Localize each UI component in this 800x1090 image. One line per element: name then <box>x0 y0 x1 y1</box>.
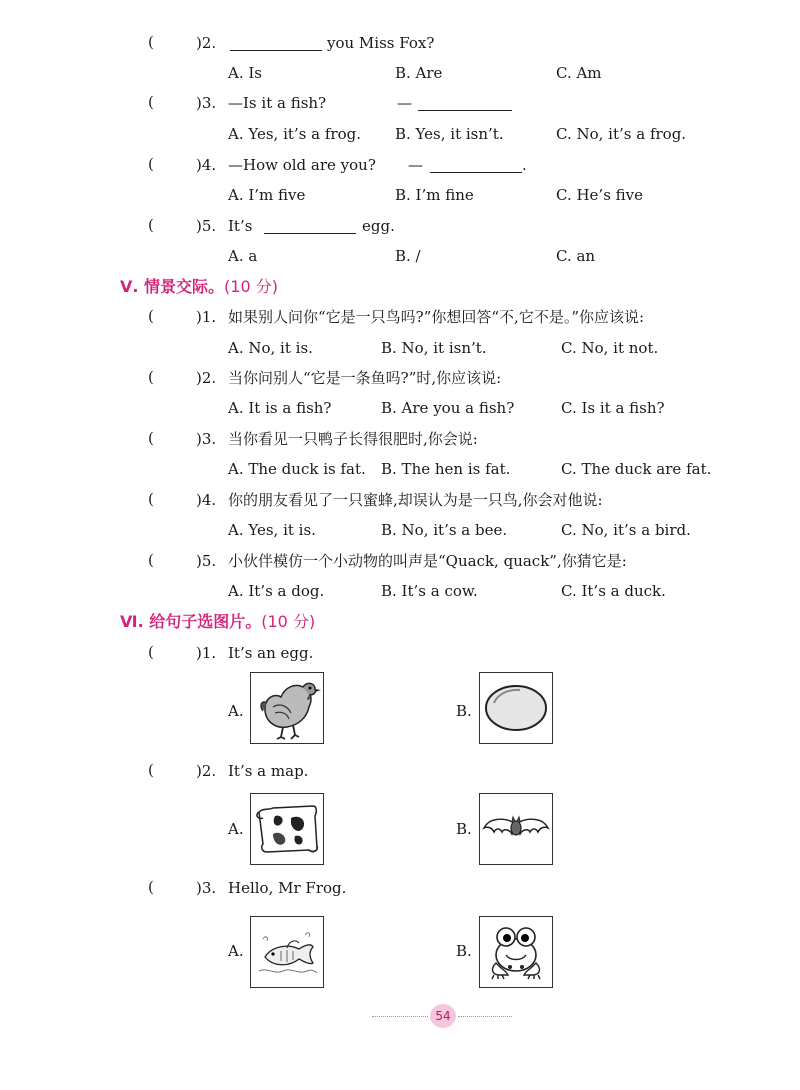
bat-icon <box>480 794 552 864</box>
section-score: (10 分) <box>261 612 316 631</box>
option-b: B. Are <box>395 64 443 82</box>
map-icon <box>251 794 323 864</box>
option-b-picture[interactable] <box>479 793 553 865</box>
answer-paren[interactable]: ( <box>148 643 154 661</box>
question-text: It’s <box>228 217 253 235</box>
answer-paren[interactable]: ( <box>148 307 154 325</box>
answer-paren[interactable]: ( <box>148 551 154 569</box>
option-a: A. Yes, it’s a frog. <box>228 125 361 143</box>
option-a: A. I’m five <box>228 186 306 204</box>
question-number: )4. <box>196 491 217 509</box>
question-number: )1. <box>196 308 217 326</box>
option-c: C. The duck are fat. <box>561 460 712 478</box>
section-score: (10 分) <box>224 277 278 296</box>
answer-blank[interactable] <box>430 158 522 173</box>
section-title-vi <box>120 611 315 633</box>
question-text-after: egg. <box>362 217 395 235</box>
option-b: B. / <box>395 247 421 265</box>
option-b: B. Are you a fish? <box>381 399 515 417</box>
question-number: )3. <box>196 94 217 112</box>
answer-paren[interactable]: ( <box>148 155 154 173</box>
question-number: )3. <box>196 430 217 448</box>
option-a-picture[interactable] <box>250 793 324 865</box>
option-c: C. Am <box>556 64 602 82</box>
option-c: C. It’s a duck. <box>561 582 666 600</box>
option-b-label: B. <box>456 702 472 720</box>
option-a: A. No, it is. <box>228 339 313 357</box>
answer-paren[interactable]: ( <box>148 93 154 111</box>
answer-paren[interactable]: ( <box>148 761 154 779</box>
option-b: B. No, it isn’t. <box>381 339 487 357</box>
question-number: )3. <box>196 879 217 897</box>
question-number: )2. <box>196 34 217 52</box>
question-text: It’s an egg. <box>228 644 314 662</box>
question-text: —How old are you? <box>228 156 376 174</box>
option-a: A. It’s a dog. <box>228 582 325 600</box>
question-text: —Is it a fish? <box>228 94 327 112</box>
option-b: B. Yes, it isn’t. <box>395 125 504 143</box>
answer-paren[interactable]: ( <box>148 490 154 508</box>
option-b: B. The hen is fat. <box>381 460 511 478</box>
answer-blank[interactable] <box>230 36 322 51</box>
option-c: C. No, it’s a frog. <box>556 125 687 143</box>
answer-paren[interactable]: ( <box>148 33 154 51</box>
option-a-label: A. <box>228 942 244 960</box>
section-title-v <box>120 276 278 298</box>
option-a-picture[interactable] <box>250 916 324 988</box>
footer-divider-right <box>458 1016 512 1017</box>
question-number: )5. <box>196 552 217 570</box>
option-c: C. an <box>556 247 596 265</box>
end-period: . <box>522 156 527 174</box>
reply-dash: — <box>397 94 412 112</box>
option-a: A. The duck is fat. <box>228 460 366 478</box>
hen-icon <box>251 673 323 743</box>
question-number: )4. <box>196 156 217 174</box>
option-c: C. No, it not. <box>561 339 659 357</box>
option-a: A. a <box>228 247 258 265</box>
option-b-picture[interactable] <box>479 916 553 988</box>
answer-paren[interactable]: ( <box>148 368 154 386</box>
question-text: 如果别人问你“它是一只鸟吗?”你想回答“不,它不是。”你应该说: <box>228 308 645 326</box>
option-b: B. No, it’s a bee. <box>381 521 508 539</box>
option-c: C. He’s five <box>556 186 644 204</box>
option-a: A. It is a fish? <box>228 399 332 417</box>
footer-divider-left <box>372 1016 428 1017</box>
option-b: B. I’m fine <box>395 186 474 204</box>
question-text: 小伙伴模仿一个小动物的叫声是“Quack, quack”,你猜它是: <box>228 552 627 570</box>
question-text: Hello, Mr Frog. <box>228 879 347 897</box>
question-text: 当你看见一只鸭子长得很肥时,你会说: <box>228 430 478 448</box>
option-a-label: A. <box>228 702 244 720</box>
fish-icon <box>251 917 323 987</box>
section-title: Ⅴ. 情景交际。 <box>120 277 225 296</box>
frog-icon <box>480 917 552 987</box>
option-b-label: B. <box>456 942 472 960</box>
option-a: A. Yes, it is. <box>228 521 316 539</box>
option-a-label: A. <box>228 820 244 838</box>
option-a-picture[interactable] <box>250 672 324 744</box>
answer-blank[interactable] <box>418 96 512 111</box>
question-number: )2. <box>196 369 217 387</box>
option-b-label: B. <box>456 820 472 838</box>
answer-paren[interactable]: ( <box>148 878 154 896</box>
reply-dash: — <box>408 156 423 174</box>
question-text: you Miss Fox? <box>327 34 435 52</box>
answer-paren[interactable]: ( <box>148 429 154 447</box>
question-text: 你的朋友看见了一只蜜蜂,却误认为是一只鸟,你会对他说: <box>228 491 603 509</box>
answer-paren[interactable]: ( <box>148 216 154 234</box>
option-a: A. Is <box>228 64 262 82</box>
question-number: )5. <box>196 217 217 235</box>
question-text: 当你问别人“它是一条鱼吗?”时,你应该说: <box>228 369 502 387</box>
option-c: C. Is it a fish? <box>561 399 665 417</box>
egg-icon <box>480 673 552 743</box>
section-title: Ⅵ. 给句子选图片。 <box>120 612 262 631</box>
option-b-picture[interactable] <box>479 672 553 744</box>
question-text: It’s a map. <box>228 762 309 780</box>
answer-blank[interactable] <box>264 219 356 234</box>
question-number: )2. <box>196 762 217 780</box>
page-number: 54 <box>430 1004 456 1028</box>
option-b: B. It’s a cow. <box>381 582 478 600</box>
option-c: C. No, it’s a bird. <box>561 521 691 539</box>
question-number: )1. <box>196 644 217 662</box>
